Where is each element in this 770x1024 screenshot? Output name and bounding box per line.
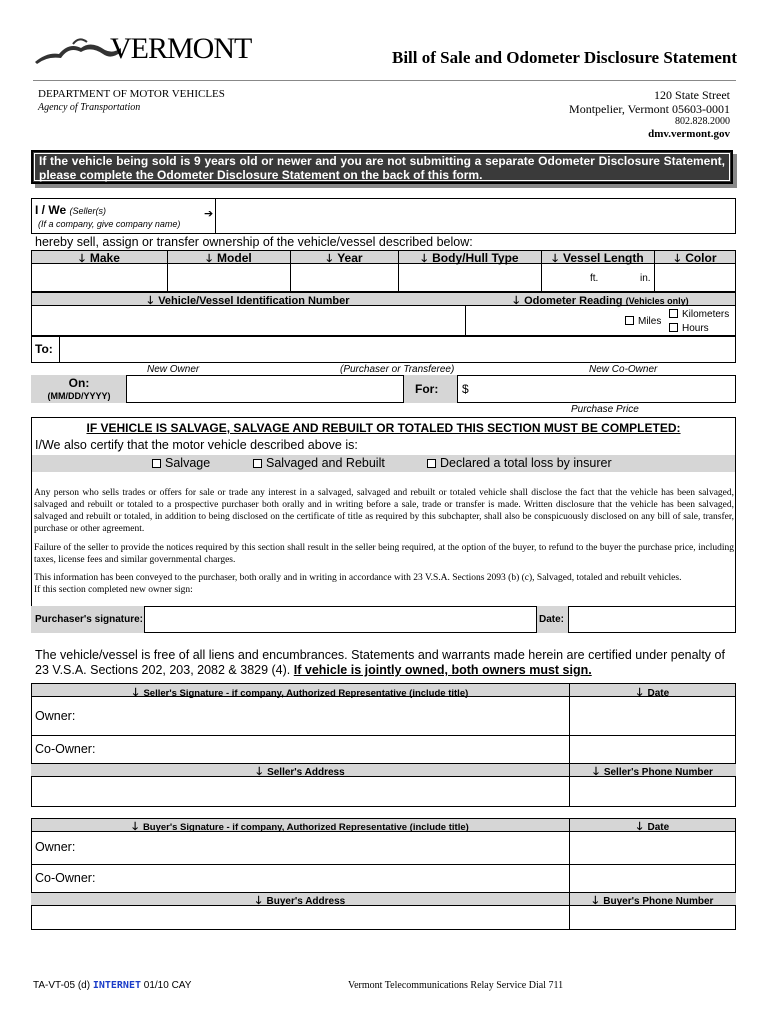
down-arrow-icon: 🡓 (674, 252, 681, 265)
column-vessel-length: 🡓 Vessel Length (552, 251, 644, 265)
down-arrow-icon: 🡓 (79, 252, 85, 265)
state-name: VERMONT (110, 32, 252, 65)
seller-sig-label: 🡓 Seller's Signature - if company, Authorized Representative (include title) (132, 686, 469, 699)
buyer-co-owner-label: Co-Owner: (35, 871, 96, 885)
sale-date-input[interactable] (130, 377, 400, 401)
vin-input[interactable] (34, 308, 462, 334)
down-arrow-icon: 🡓 (421, 252, 428, 265)
seller-phone-label: 🡓 Seller's Phone Number (593, 765, 713, 778)
odometer-input[interactable] (468, 308, 618, 334)
make-input[interactable] (34, 266, 164, 290)
date-format: (MM/DD/YYYY) (47, 391, 111, 401)
table-rule (215, 198, 216, 234)
seller-owner-date-input[interactable] (572, 700, 732, 732)
unit-in: in. (640, 273, 651, 284)
buyer-address-label: 🡓 Buyer's Address (255, 894, 346, 907)
buyer-co-owner-signature-input[interactable] (100, 866, 565, 890)
miles-option[interactable]: Miles (625, 316, 661, 327)
seller-owner-label: Owner: (35, 709, 76, 723)
website[interactable]: dmv.vermont.gov (648, 128, 730, 140)
checkbox-icon (625, 316, 634, 325)
down-arrow-icon: 🡓 (206, 252, 213, 265)
buyer-phone-label: 🡓 Buyer's Phone Number (592, 894, 714, 907)
down-arrow-icon: 🡓 (636, 820, 643, 833)
checkbox-icon (427, 459, 436, 468)
table-rule (31, 735, 736, 736)
new-owner-caption: New Owner (147, 364, 200, 375)
seller-failure-paragraph: Failure of the seller to provide the notices required by this section shall result in the seller being required, at the option of the buyer, to refund to the buyer the purchase price, including taxes, license fees and similar governmental charges. (34, 543, 734, 565)
salvage-heading: IF VEHICLE IS SALVAGE, SALVAGE AND REBUILT OR TOTALED THIS SECTION MUST BE COMPLETED: (86, 421, 681, 435)
form-title: Bill of Sale and Odometer Disclosure Statement (391, 48, 737, 67)
salvage-option[interactable]: Salvage (152, 456, 210, 470)
purchase-price-input[interactable] (474, 377, 732, 401)
down-arrow-icon: 🡓 (636, 686, 643, 699)
seller-name-input[interactable] (218, 201, 732, 231)
department-name: DEPARTMENT OF MOTOR VEHICLES (38, 88, 225, 100)
salvaged-rebuilt-option[interactable]: Salvaged and Rebuilt (253, 456, 385, 470)
hours-option[interactable]: Hours (669, 323, 709, 334)
new-co-owner-caption: New Co-Owner (589, 364, 658, 375)
city-address: Montpelier, Vermont 05603-0001 (569, 102, 730, 116)
checkbox-icon (152, 459, 161, 468)
column-body-type: 🡓 Body/Hull Type (421, 251, 519, 265)
buyer-owner-date-input[interactable] (572, 834, 732, 862)
checkbox-icon (253, 459, 262, 468)
year-input[interactable] (293, 266, 395, 290)
table-rule (31, 864, 736, 865)
seller-co-owner-label: Co-Owner: (35, 742, 96, 756)
agency-name: Agency of Transportation (38, 102, 141, 113)
color-input[interactable] (657, 266, 733, 290)
down-arrow-icon: 🡓 (255, 894, 262, 907)
seller-address-input[interactable] (34, 779, 566, 805)
for-label: For: (415, 382, 439, 396)
notice-banner (31, 150, 733, 184)
unit-ft: ft. (590, 273, 599, 284)
seller-company-note: (If a company, give company name) (38, 219, 181, 229)
seller-date-label: 🡓 Date (636, 686, 670, 699)
down-arrow-icon: 🡓 (132, 686, 139, 699)
salvage-disclosure-paragraph: Any person who sells trades or offers for sale or trade any interest in a salvaged, salvaged and rebuilt or totaled vehicle shall disclose the fact that the vehicle has been salvaged, salvaged and rebuilt or totaled to a prospective purchaser both orally and in writing before a sale, trade or transfer is made. Written disclosure that the vehicle has been salvaged, salvaged and rebuilt or totaled, in addition to being disclosed on the certificate of title as required by this subchapter, shall also be conspicuously disclosed on any bill of sale, transfer, purchase or other agreement. (34, 488, 734, 534)
seller-co-owner-signature-input[interactable] (100, 737, 565, 761)
buyer-owner-signature-input[interactable] (85, 834, 565, 862)
seller-address-label: 🡓 Seller's Address (256, 765, 345, 778)
internet-tag: INTERNET (92, 980, 141, 991)
purchaser-signature-input[interactable] (148, 608, 533, 631)
buyer-co-owner-date-input[interactable] (572, 866, 732, 890)
salvage-certify: I/We also certify that the motor vehicle described above is: (35, 438, 358, 452)
right-arrow-icon: ➔ (204, 207, 214, 220)
down-arrow-icon: 🡓 (256, 765, 263, 778)
to-label: To: (35, 342, 53, 356)
vin-label: 🡓 Vehicle/Vessel Identification Number (147, 294, 350, 307)
new-owner-input[interactable] (62, 338, 732, 361)
buyer-owner-label: Owner: (35, 840, 76, 854)
down-arrow-icon: 🡓 (147, 294, 154, 307)
header-rule (33, 80, 736, 81)
phone-number: 802.828.2000 (675, 116, 730, 127)
form-id: TA-VT-05 (d) INTERNET 01/10 CAY (33, 980, 192, 991)
down-arrow-icon: 🡓 (593, 765, 599, 778)
relay-service: Vermont Telecommunications Relay Service Dial 711 (348, 980, 564, 991)
buyer-sig-label: 🡓 Buyer's Signature - if company, Authorized Representative (include title) (132, 820, 469, 833)
column-color: 🡓 Color (674, 251, 717, 265)
joint-owner-emphasis: If vehicle is jointly owned, both owners must sign. (293, 663, 592, 677)
down-arrow-icon: 🡓 (132, 820, 138, 833)
kilometers-option[interactable]: Kilometers (669, 309, 729, 320)
buyer-phone-input[interactable] (572, 908, 732, 928)
checkbox-icon (669, 309, 678, 318)
down-arrow-icon: 🡓 (326, 252, 333, 265)
seller-label: I / We (Seller(s) (35, 203, 106, 217)
column-year: 🡓 Year (326, 251, 363, 265)
salvage-date-input[interactable] (572, 608, 732, 631)
column-model: 🡓 Model (206, 251, 252, 265)
column-make: 🡓 Make (79, 251, 120, 265)
notice-text: If the vehicle being sold is 9 years old or newer and you are not submitting a separate Odometer Disclosure Statement, please complete the Odometer Disclosure Statement on the back of this form. (39, 154, 725, 182)
checkbox-icon (669, 323, 678, 332)
buyer-address-input[interactable] (34, 908, 566, 928)
conveyance-paragraph: This information has been conveyed to the purchaser, both orally and in writing in accordance with 23 V.S.A. Sections 2093 (b) (c), Salvaged, totaled and rebuilt vehicles. (34, 573, 682, 583)
purchaser-caption: (Purchaser or Transferee) (340, 364, 455, 375)
liens-statement: The vehicle/vessel is free of all liens and encumbrances. Statements and warrants made herein are certified under penalty of 23 V.S.A. Sections 202, 203, 2082 & 3829 (4). If vehicle is jointly owned, both owners must sign. (35, 648, 725, 677)
down-arrow-icon: 🡓 (552, 252, 559, 265)
currency-symbol: $ (462, 382, 469, 396)
body-type-input[interactable] (401, 266, 538, 290)
purchaser-signature-label: Purchaser's signature: (35, 614, 143, 625)
seller-co-owner-date-input[interactable] (572, 737, 732, 761)
down-arrow-icon: 🡓 (513, 294, 520, 307)
total-loss-option[interactable]: Declared a total loss by insurer (427, 456, 612, 470)
new-owner-sign-instruction: If this section completed new owner sign: (34, 585, 193, 595)
odometer-label: 🡓 Odometer Reading (Vehicles only) (513, 294, 689, 307)
seller-owner-signature-input[interactable] (85, 700, 565, 732)
street-address: 120 State Street (654, 88, 730, 102)
purchase-price-caption: Purchase Price (571, 404, 639, 415)
on-label: On: (68, 376, 90, 390)
seller-phone-input[interactable] (572, 779, 732, 805)
transfer-statement: hereby sell, assign or transfer ownership of the vehicle/vessel described below: (35, 235, 473, 249)
down-arrow-icon: 🡓 (592, 894, 599, 907)
table-rule (59, 336, 60, 363)
model-input[interactable] (170, 266, 287, 290)
buyer-date-label: 🡓 Date (636, 820, 670, 833)
salvage-date-label: Date: (539, 614, 565, 625)
